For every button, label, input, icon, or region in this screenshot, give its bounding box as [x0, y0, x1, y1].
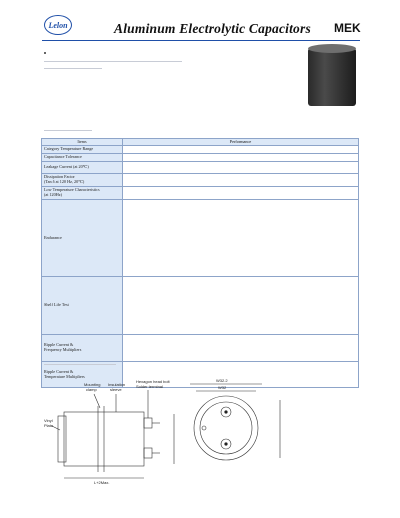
row-capacitance-tolerance: Capacitance Tolerance	[42, 154, 123, 162]
capacitor-photo	[308, 48, 356, 106]
row-dissipation-factor	[42, 174, 123, 187]
row-shelf-life: Shelf Life Test	[42, 277, 123, 335]
label-mounting-clamp: Mounting	[84, 382, 101, 387]
header-rule	[42, 40, 360, 41]
perf-cell	[123, 146, 359, 154]
feature-line	[44, 68, 102, 69]
ripple-freq-line1: Ripple Current &	[44, 342, 74, 348]
leader-line	[94, 394, 100, 408]
perf-cell	[123, 200, 359, 277]
label-hexagon-bolt: Hexagon head bolt	[136, 379, 170, 384]
dissipation-line2: (Tan δ at 120 Hz, 20℃)	[44, 179, 85, 184]
dimensions-heading	[44, 364, 116, 365]
label-w-outer: W32.2	[216, 378, 228, 383]
feature-line	[44, 61, 182, 62]
ripple-temp-line2: Temperature Multipliers	[44, 373, 85, 379]
leader-line	[52, 426, 60, 430]
row-endurance: Endurance	[42, 200, 123, 277]
label-w-inner: W32	[218, 385, 227, 390]
safety-vent	[202, 426, 206, 430]
row-leakage-current: Leakage Current (at 20℃)	[42, 162, 123, 174]
row-ripple-frequency	[42, 335, 123, 362]
label-insulation-sleeve-2: sleeve	[110, 387, 122, 392]
terminal-side	[144, 448, 152, 458]
row-low-temperature	[42, 187, 123, 200]
vinyl-plate	[58, 416, 66, 462]
feature-bullet	[44, 52, 46, 54]
spec-table	[41, 138, 359, 388]
series-name: MEK	[334, 21, 361, 35]
dimension-drawing	[44, 378, 360, 486]
row-temperature-range: Category Temperature Range	[42, 146, 123, 154]
label-solder-terminal: Solder terminal	[136, 384, 163, 389]
perf-cell	[123, 187, 359, 200]
label-plate: Plate	[44, 423, 54, 428]
lelon-logo	[44, 15, 72, 35]
label-mounting-clamp-2: clamp	[86, 387, 97, 392]
lowtemp-line1: Low Temperature Characteristics	[44, 187, 100, 193]
label-insulation-sleeve: Insulation	[108, 382, 126, 387]
terminal-side	[144, 418, 152, 428]
specifications-heading	[44, 130, 92, 131]
capacitor-front-inner	[200, 402, 252, 454]
label-vinyl: Vinyl	[44, 418, 53, 423]
lowtemp-line2: (at 120Hz)	[44, 192, 63, 197]
perf-cell	[123, 154, 359, 162]
perf-cell	[123, 335, 359, 362]
perf-cell	[123, 162, 359, 174]
capacitor-front-outer	[194, 396, 258, 460]
label-length: L+2Max.	[94, 480, 110, 485]
logo-text: Lelon	[48, 20, 68, 30]
capacitor-top	[308, 44, 356, 53]
page-title: Aluminum Electrolytic Capacitors	[114, 21, 311, 36]
terminal-marks	[224, 410, 227, 445]
ripple-temp-line1: Ripple Current &	[44, 368, 74, 374]
ripple-freq-line2: Frequency Multipliers	[44, 347, 82, 352]
column-header-performance: Performance	[123, 139, 359, 146]
column-header-items: Items	[42, 139, 123, 146]
perf-cell	[123, 277, 359, 335]
dissipation-line1: Dissipation Factor	[44, 174, 75, 180]
perf-cell	[123, 174, 359, 187]
